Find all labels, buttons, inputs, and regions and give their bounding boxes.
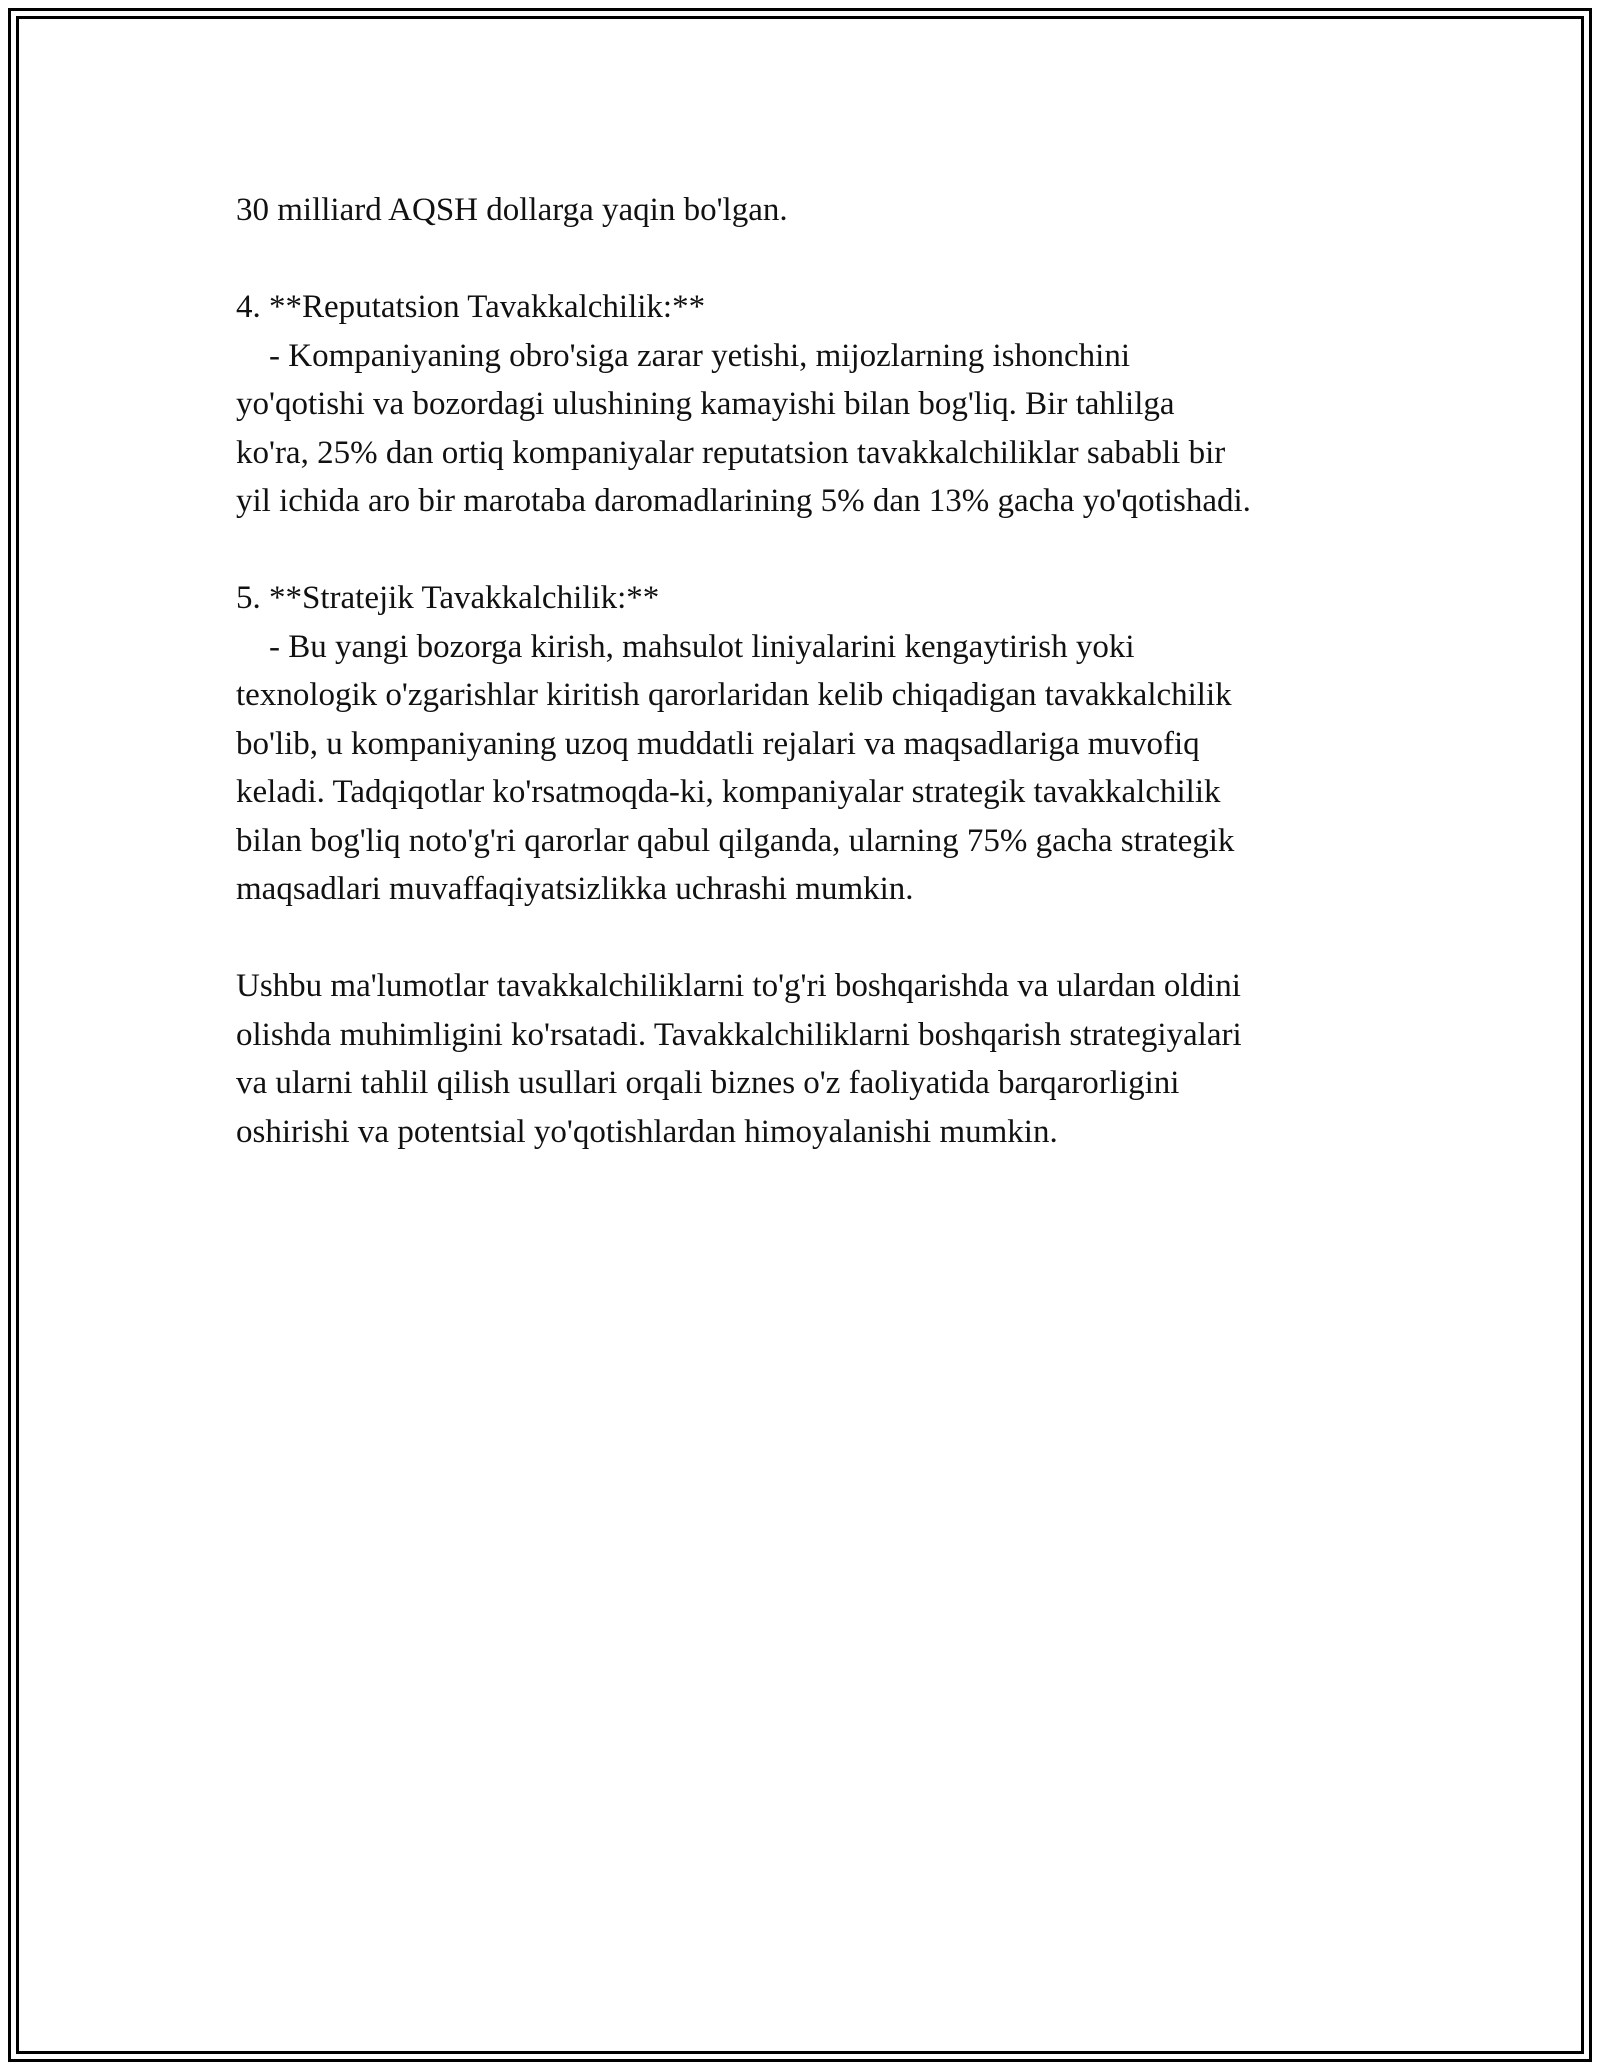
conclusion-line: va ularni tahlil qilish usullari orqali biznes o'z faoliyatida barqarorligini [236, 1065, 1180, 1101]
opening-line: 30 milliard AQSH dollarga yaqin bo'lgan. [236, 192, 788, 228]
section-5-line: bo'lib, u kompaniyaning uzoq muddatli rejalari va maqsadlariga muvofiq [236, 725, 1200, 762]
conclusion-line: oshirishi va potentsial yo'qotishlardan himoyalanishi mumkin. [236, 1113, 1058, 1150]
paragraph-gap [236, 914, 1386, 963]
paragraph-gap [236, 235, 1386, 284]
section-4-heading: 4. **Reputatsion Tavakkalchilik:** [236, 289, 706, 325]
section-4-line: yo'qotishi va bozordagi ulushining kamayishi bilan bog'liq. Bir tahlilga [236, 386, 1175, 422]
section-5-line: keladi. Tadqiqotlar ko'rsatmoqda-ki, kompaniyalar strategik tavakkalchilik [236, 774, 1221, 810]
section-4-line: ko'ra, 25% dan ortiq kompaniyalar reputatsion tavakkalchiliklar sababli bir [236, 434, 1226, 471]
conclusion-line: Ushbu ma'lumotlar tavakkalchiliklarni to'g'ri boshqarishda va ulardan oldini [236, 968, 1241, 1004]
section-5-line: maqsadlari muvaffaqiyatsizlikka uchrashi mumkin. [236, 871, 914, 907]
section-5-line: bilan bog'liq noto'g'ri qarorlar qabul qilganda, ularning 75% gacha strategik [236, 822, 1235, 859]
paragraph-gap [236, 526, 1386, 575]
section-4-line: yil ichida aro bir marotaba daromadlarining 5% dan 13% gacha yo'qotishadi. [236, 483, 1251, 519]
conclusion-line: olishda muhimligini ko'rsatadi. Tavakkalchiliklarni boshqarish strategiyalari [236, 1016, 1242, 1053]
document-body [236, 186, 1386, 1156]
section-5-line: texnologik o'zgarishlar kiritish qarorlaridan kelib chiqadigan tavakkalchilik [236, 677, 1232, 713]
section-5-heading: 5. **Stratejik Tavakkalchilik:** [236, 580, 660, 616]
section-5-line: - Bu yangi bozorga kirish, mahsulot liniyalarini kengaytirish yoki [236, 628, 1135, 665]
section-4-line: - Kompaniyaning obro'siga zarar yetishi, mijozlarning ishonchini [236, 337, 1130, 374]
